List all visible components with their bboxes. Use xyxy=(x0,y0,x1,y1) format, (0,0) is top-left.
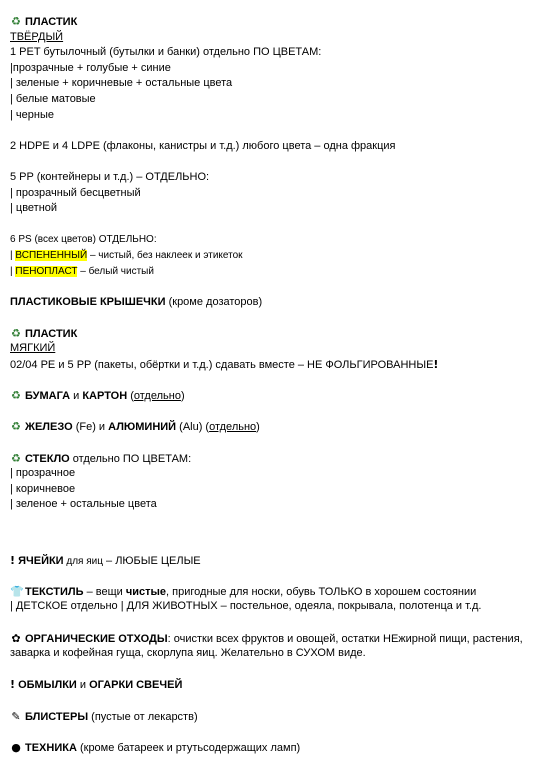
plastic-soft-heading xyxy=(10,326,555,342)
glass-heading: ♻ СТЕКЛО отдельно ПО ЦВЕТАМ: xyxy=(11,451,192,465)
leaf-icon: ✿ xyxy=(11,631,21,645)
ps-item-styrofoam: | ПЕНОПЛАСТ – белый чистый xyxy=(10,265,154,277)
pet-item: | белые матовые xyxy=(10,92,96,105)
glass-item: | зеленое + остальные цвета xyxy=(10,498,157,511)
blisters-line: ✎ БЛИСТЕРЫ (пустые от лекарств) xyxy=(11,709,198,723)
exclamation-icon: ! xyxy=(433,358,439,372)
recycle-icon: ♻ xyxy=(11,389,21,403)
metal-line: ♻ ЖЕЛЕЗО (Fe) и АЛЮМИНИЙ (Alu) (отдельно) xyxy=(11,420,260,434)
paper-line: ♻ БУМАГА и КАРТОН (отдельно) xyxy=(11,389,185,403)
textile-line-2: | ДЕТСКОЕ отдельно | ДЛЯ ЖИВОТНЫХ – постельное, одеяла, покрывала, полотенца и т.д. xyxy=(10,600,482,613)
pp-item: | цветной xyxy=(10,202,58,215)
pp-item: | прозрачный бесцветный xyxy=(10,186,141,199)
hdpe-line: 2 HDPE и 4 LDPE (флаконы, канистры и т.д.) любого цвета – одна фракция xyxy=(10,139,396,152)
recycle-icon: ♻ xyxy=(11,420,21,434)
organic-line-2: заварка и кофейная гуща, скорлупа яиц. Желательно в СУХОМ виде. xyxy=(10,647,366,660)
glass-item: | коричневое xyxy=(10,482,76,495)
lightbulb-icon: ● xyxy=(11,740,21,754)
recycle-icon: ♻ xyxy=(11,326,21,340)
exclamation-icon: ! xyxy=(10,553,16,567)
styrofoam-highlight: ПЕНОПЛАСТ xyxy=(15,265,78,277)
pet-item: |прозрачные + голубые + синие xyxy=(10,61,171,74)
plastic-hard-heading xyxy=(10,14,555,30)
plastic-soft-title: ПЛАСТИК xyxy=(25,327,78,340)
pet-item: | черные xyxy=(10,108,54,121)
foamed-highlight: ВСПЕНЕННЫЙ xyxy=(15,249,88,261)
plastic-hard-title: ПЛАСТИК xyxy=(25,16,78,28)
pp-line: 5 PP (контейнеры и т.д.) – ОТДЕЛЬНО: xyxy=(10,170,210,183)
pill-icon: ✎ xyxy=(11,709,21,723)
organic-line: ✿ ОРГАНИЧЕСКИЕ ОТХОДЫ: очистки всех фруктов и овощей, остатки НЕжирной пищи, растения, xyxy=(11,631,523,645)
tshirt-icon: 👕 xyxy=(10,584,24,598)
plastic-soft-line: 02/04 PE и 5 PP (пакеты, обёртки и т.д.) сдавать вместе – НЕ ФОЛЬГИРОВАННЫЕ! xyxy=(10,358,439,372)
textile-line: 👕ТЕКСТИЛЬ – вещи чистые, пригодные для носки, обувь ТОЛЬКО в хорошем состоянии xyxy=(10,584,477,598)
cells-line: ! ЯЧЕЙКИ для яиц – ЛЮБЫЕ ЦЕЛЫЕ xyxy=(10,553,201,567)
glass-item: | прозрачное xyxy=(10,467,76,480)
soap-line: ! ОБМЫЛКИ и ОГАРКИ СВЕЧЕЙ xyxy=(10,678,183,692)
caps-line: ПЛАСТИКОВЫЕ КРЫШЕЧКИ (кроме дозаторов) xyxy=(10,295,263,308)
plastic-hard-subtitle: ТВЁРДЫЙ xyxy=(10,30,64,43)
recycle-icon: ♻ xyxy=(11,15,21,28)
tech-line: ● ТЕХНИКА (кроме батареек и ртутьсодержащих ламп) xyxy=(11,740,301,754)
ps-line: 6 PS (всех цветов) ОТДЕЛЬНО: xyxy=(10,234,157,246)
exclamation-icon: ! xyxy=(10,678,16,692)
pet-line: 1 PET бутылочный (бутылки и банки) отдельно ПО ЦВЕТАМ: xyxy=(10,46,322,59)
pet-item: | зеленые + коричневые + остальные цвета xyxy=(10,77,233,90)
recycle-icon: ♻ xyxy=(11,451,21,465)
plastic-soft-subtitle: МЯГКИЙ xyxy=(10,342,56,355)
document xyxy=(10,14,555,755)
ps-item-foamed: | ВСПЕНЕННЫЙ – чистый, без наклеек и этикеток xyxy=(10,249,243,261)
